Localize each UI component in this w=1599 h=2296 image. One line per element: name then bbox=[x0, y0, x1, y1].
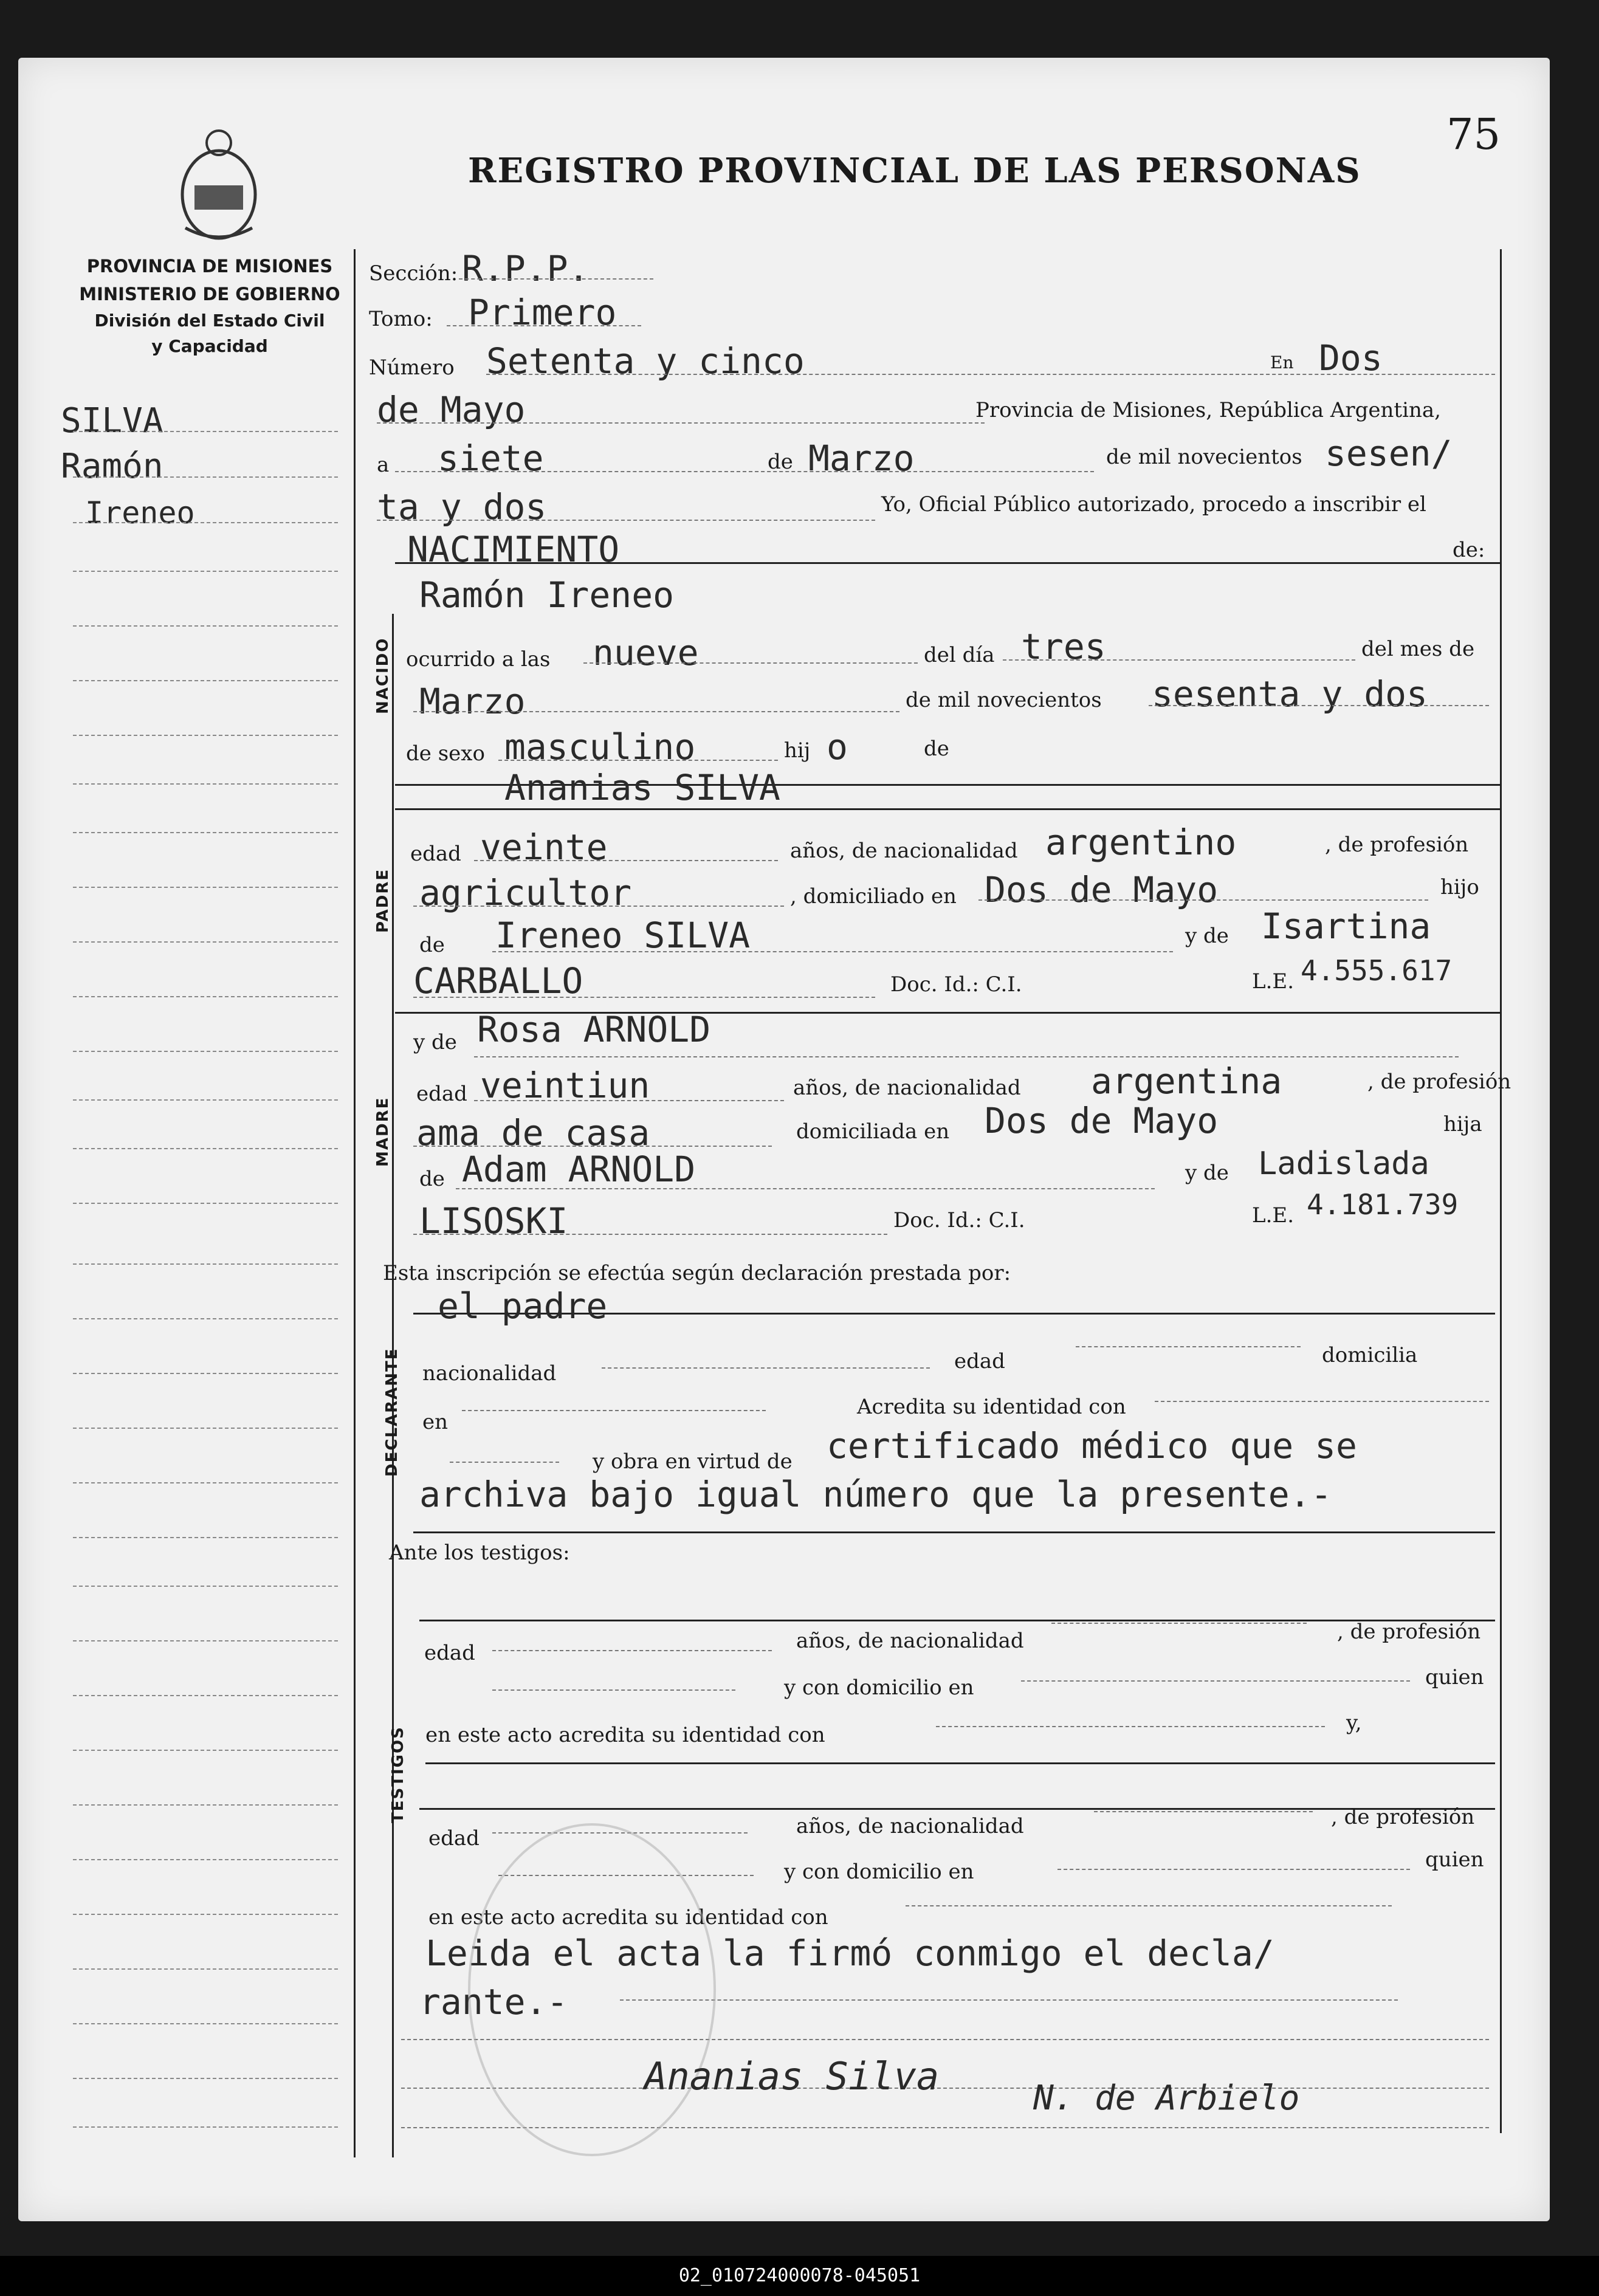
closing-line1: Leida el acta la firmó conmigo el decla/ bbox=[425, 1933, 1274, 1974]
margin-ruled-lines bbox=[73, 425, 371, 2164]
rule bbox=[1155, 1401, 1489, 1402]
padre-domicilio-value: Dos de Mayo bbox=[985, 869, 1219, 910]
month-value: Marzo bbox=[808, 438, 915, 479]
day-value: siete bbox=[438, 438, 544, 479]
padre-docid-label: Doc. Id.: C.I. bbox=[890, 972, 1022, 997]
testigo2-profesion-label: , de profesión bbox=[1331, 1805, 1475, 1829]
madre-le-label: L.E. bbox=[1252, 1203, 1295, 1228]
testigo1-domicilio-label: y con domicilio en bbox=[784, 1676, 974, 1700]
padre-edad-label: edad bbox=[410, 842, 461, 866]
padre-mother-name: Isartina bbox=[1261, 906, 1431, 947]
rule bbox=[492, 951, 1173, 952]
declarante-en-label: en bbox=[422, 1410, 449, 1434]
hijo-label: hij bbox=[784, 738, 811, 763]
rule bbox=[1094, 1811, 1313, 1812]
year-value: sesen/ bbox=[1325, 433, 1453, 474]
rule bbox=[413, 997, 875, 998]
madre-docid-label: Doc. Id.: C.I. bbox=[893, 1208, 1025, 1232]
numero-label: Número bbox=[369, 356, 455, 380]
testigos-section-label: TESTIGOS bbox=[389, 1726, 407, 1823]
declarante-value: el padre bbox=[438, 1285, 608, 1327]
madre-edad-value: veintiun bbox=[480, 1065, 650, 1106]
department-line4: y Capacidad bbox=[151, 336, 268, 356]
testigo2-domicilio-label: y con domicilio en bbox=[784, 1860, 974, 1884]
madre-profesion-label: , de profesión bbox=[1367, 1070, 1511, 1094]
madre-anios-label: años, de nacionalidad bbox=[793, 1076, 1021, 1100]
declarante-intro: Esta inscripción se efectúa según declaración prestada por: bbox=[383, 1261, 1011, 1285]
nacido-name: Ramón Ireneo bbox=[419, 574, 675, 616]
madre-yde-label: y de bbox=[413, 1030, 457, 1054]
seccion-value: R.P.P. bbox=[462, 248, 590, 289]
place-value: de Mayo bbox=[377, 389, 526, 430]
a-label: a bbox=[377, 453, 390, 477]
madre-de-label: de bbox=[419, 1167, 445, 1191]
department-line3: División del Estado Civil bbox=[94, 311, 325, 331]
dia-value: tres bbox=[1021, 626, 1106, 667]
rule bbox=[492, 1650, 772, 1651]
page-title: REGISTRO PROVINCIAL DE LAS PERSONAS bbox=[468, 151, 1361, 191]
solid bbox=[395, 808, 1501, 810]
hora-value: nueve bbox=[593, 632, 699, 673]
padre-domicilio-label: , domiciliado en bbox=[790, 884, 957, 909]
margin-second-name: Ireneo bbox=[85, 495, 195, 531]
padre-hijo-label: hijo bbox=[1440, 875, 1479, 899]
ocurrido-label: ocurrido a las bbox=[406, 647, 551, 672]
rule bbox=[1051, 1623, 1307, 1624]
department-line2: MINISTERIO DE GOBIERNO bbox=[79, 284, 340, 304]
declarante-domicilia-label: domicilia bbox=[1322, 1343, 1418, 1367]
madre-name: Rosa ARNOLD bbox=[477, 1009, 711, 1050]
declarante-obra-value: certificado médico que se bbox=[827, 1425, 1357, 1466]
sexo-value: masculino bbox=[504, 726, 696, 768]
footer-id: 02_010724000078-045051 bbox=[0, 2256, 1599, 2296]
rule bbox=[474, 1056, 1459, 1057]
testigo1-anios-label: años, de nacionalidad bbox=[796, 1629, 1024, 1653]
declarante-obra-label: y obra en virtud de bbox=[593, 1449, 793, 1474]
madre-domicilio-value: Dos de Mayo bbox=[985, 1100, 1219, 1141]
rule bbox=[602, 1367, 930, 1369]
coat-of-arms-icon bbox=[173, 119, 264, 243]
rule bbox=[474, 860, 778, 861]
margin-first-name: Ramón bbox=[61, 447, 163, 486]
signature-declarante: Ananias Silva bbox=[644, 2054, 940, 2098]
madre-profesion-value: ama de casa bbox=[416, 1112, 650, 1153]
frame-right-border bbox=[1500, 249, 1502, 2133]
rule bbox=[459, 278, 653, 280]
testigo1-edad-label: edad bbox=[424, 1641, 475, 1665]
rule bbox=[1003, 659, 1355, 661]
rule bbox=[1021, 1680, 1410, 1682]
rule bbox=[583, 662, 918, 664]
padre-edad-value: veinte bbox=[480, 827, 608, 868]
rule bbox=[486, 374, 1495, 375]
testigos-intro: Ante los testigos: bbox=[389, 1541, 570, 1565]
padre-nacionalidad-value: argentino bbox=[1045, 822, 1237, 863]
provincia-text: Provincia de Misiones, República Argentina, bbox=[975, 398, 1441, 422]
rule bbox=[620, 1999, 1398, 2001]
rule bbox=[498, 760, 778, 761]
year-text: de mil novecientos bbox=[1106, 445, 1302, 469]
madre-mother-name: Ladislada bbox=[1258, 1146, 1429, 1182]
rule bbox=[413, 906, 784, 907]
madre-father-name: Adam ARNOLD bbox=[462, 1149, 696, 1190]
padre-mother-surname: CARBALLO bbox=[413, 960, 583, 1002]
rule bbox=[1057, 1869, 1410, 1870]
anio-label: de mil novecientos bbox=[906, 688, 1102, 712]
rule bbox=[377, 422, 985, 424]
testigo1-y-label: y, bbox=[1346, 1711, 1362, 1735]
solid bbox=[395, 562, 1501, 564]
declarante-obra-value2: archiva bajo igual número que la presente.- bbox=[419, 1474, 1332, 1515]
padre-profesion-value: agricultor bbox=[419, 872, 632, 913]
rule bbox=[456, 1188, 1155, 1189]
anio-value: sesenta y dos bbox=[1152, 673, 1428, 715]
madre-hija-label: hija bbox=[1443, 1112, 1482, 1136]
testigo1-profesion-label: , de profesión bbox=[1337, 1620, 1481, 1644]
mes-label: del mes de bbox=[1361, 637, 1475, 661]
padre-de-label: de bbox=[419, 933, 445, 957]
sexo-label: de sexo bbox=[406, 741, 485, 766]
tomo-label: Tomo: bbox=[369, 307, 433, 331]
department-header bbox=[67, 252, 352, 359]
padre-le-value: 4.555.617 bbox=[1301, 954, 1453, 987]
mes-value: Marzo bbox=[419, 681, 526, 722]
en-label: En bbox=[1270, 352, 1294, 373]
padre-profesion-label: , de profesión bbox=[1325, 833, 1469, 857]
dia-label: del día bbox=[924, 643, 995, 667]
rule bbox=[413, 1234, 887, 1235]
frame-left-border bbox=[354, 249, 356, 2157]
testigo2-acredita-label: en este acto acredita su identidad con bbox=[428, 1905, 828, 1930]
margin-surname: SILVA bbox=[61, 401, 163, 441]
padre-le-label: L.E. bbox=[1252, 969, 1295, 994]
nacido-section-label: NACIDO bbox=[374, 637, 392, 714]
madre-yde2-label: y de bbox=[1185, 1161, 1229, 1185]
rule bbox=[1076, 1346, 1301, 1347]
testigo2-edad-label: edad bbox=[428, 1826, 480, 1851]
oficial-text: Yo, Oficial Público autorizado, procedo a inscribir el bbox=[881, 492, 1426, 517]
padre-father-name: Ireneo SILVA bbox=[495, 915, 751, 956]
acto-value: NACIMIENTO bbox=[407, 529, 620, 570]
madre-section-label: MADRE bbox=[374, 1096, 392, 1167]
madre-le-value: 4.181.739 bbox=[1307, 1188, 1459, 1221]
rule bbox=[413, 1146, 772, 1147]
rule bbox=[906, 1905, 1392, 1906]
numero-value: Setenta y cinco bbox=[486, 340, 805, 382]
rule bbox=[936, 1726, 1325, 1727]
testigo2-anios-label: años, de nacionalidad bbox=[796, 1814, 1024, 1838]
padre-yde-label: y de bbox=[1185, 924, 1229, 948]
declarante-edad-label: edad bbox=[954, 1349, 1005, 1373]
testigo2-quien-label: quien bbox=[1425, 1847, 1484, 1872]
page-number: 75 bbox=[1446, 109, 1501, 159]
solid bbox=[413, 1531, 1495, 1533]
year-value-continued: ta y dos bbox=[377, 486, 547, 528]
solid bbox=[419, 1620, 1495, 1621]
declarante-nacionalidad-label: nacionalidad bbox=[422, 1361, 557, 1386]
solid bbox=[425, 1762, 1495, 1764]
rule bbox=[1149, 705, 1489, 706]
testigo1-acredita-label: en este acto acredita su identidad con bbox=[425, 1723, 825, 1747]
madre-edad-label: edad bbox=[416, 1082, 467, 1106]
declarante-section-label: DECLARANTE bbox=[383, 1347, 401, 1477]
signature-official: N. de Arbielo bbox=[1033, 2078, 1300, 2118]
madre-mother-surname: LISOSKI bbox=[419, 1200, 568, 1242]
closing-line2: rante.- bbox=[419, 1981, 568, 2023]
testigo1-quien-label: quien bbox=[1425, 1665, 1484, 1689]
rule bbox=[978, 899, 1428, 901]
tomo-value: Primero bbox=[468, 292, 617, 333]
de-label: de bbox=[768, 450, 793, 474]
seccion-label: Sección: bbox=[369, 261, 458, 286]
official-stamp bbox=[468, 1823, 716, 2156]
en-value: Dos bbox=[1319, 337, 1383, 379]
madre-domicilio-label: domiciliada en bbox=[796, 1119, 950, 1144]
rule bbox=[462, 1410, 766, 1411]
rule bbox=[474, 1100, 784, 1101]
madre-nacionalidad-value: argentina bbox=[1091, 1060, 1282, 1102]
nacido-de-label: de bbox=[924, 737, 949, 761]
padre-name: Ananias SILVA bbox=[504, 767, 780, 808]
rule bbox=[377, 520, 875, 521]
rule bbox=[413, 711, 899, 712]
rule bbox=[492, 1689, 735, 1691]
acto-de-label: de: bbox=[1453, 538, 1485, 562]
rule bbox=[450, 1462, 559, 1463]
rule bbox=[447, 325, 641, 326]
padre-anios-label: años, de nacionalidad bbox=[790, 839, 1018, 863]
department-line1: PROVINCIA DE MISIONES bbox=[86, 256, 333, 277]
padre-section-label: PADRE bbox=[374, 868, 392, 933]
hijo-value: o bbox=[827, 726, 848, 768]
declarante-acredita-label: Acredita su identidad con bbox=[857, 1395, 1126, 1419]
rule bbox=[395, 471, 1094, 472]
